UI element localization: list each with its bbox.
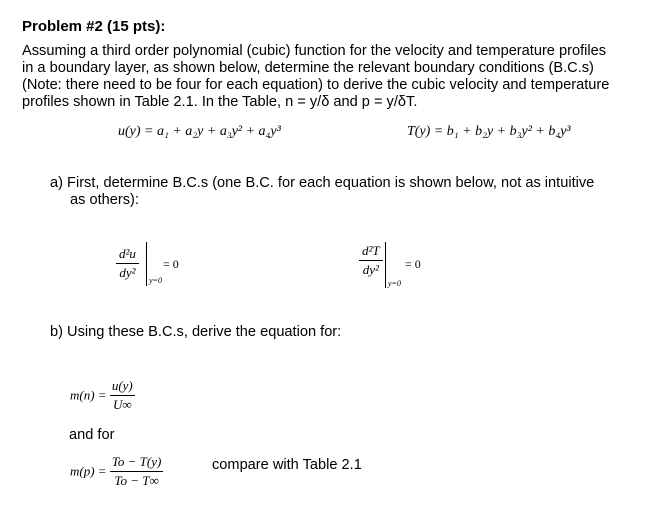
evaluation-bar <box>385 242 386 288</box>
statement-line-2: in a boundary layer, as shown below, determine the relevant boundary conditions (B.C.s) <box>22 60 594 76</box>
m-p-equation <box>70 454 163 489</box>
derivative-numerator: d²u <box>116 246 139 264</box>
temperature-second-derivative <box>359 243 383 278</box>
m-n-lhs: m(n) = <box>70 387 107 403</box>
temperature-profile-equation: T(y) = b₁ + b₂y + b₃y² + b₄y³ <box>407 124 571 139</box>
m-p-numerator: To − T(y) <box>110 454 163 472</box>
problem-statement <box>22 43 637 111</box>
part-a-line-2: as others): <box>70 192 139 208</box>
statement-line-3: (Note: there need to be four for each equation) to derive the cubic velocity and temperature <box>22 77 610 93</box>
problem-title: Problem #2 (15 pts): <box>22 18 166 35</box>
velocity-profile-equation: u(y) = a₁ + a₂y + a₃y² + a₄y³ <box>118 124 281 139</box>
part-b-question: b) Using these B.C.s, derive the equation for: <box>50 324 342 340</box>
evaluation-bar <box>146 242 147 286</box>
m-n-equation <box>70 378 135 413</box>
part-a-question <box>50 175 594 209</box>
temperature-boundary-condition <box>359 242 383 278</box>
equals-zero: = 0 <box>163 257 179 271</box>
evaluation-point: y=0 <box>388 279 401 288</box>
m-n-denominator: U∞ <box>112 397 132 412</box>
and-for-label: and for <box>69 427 115 443</box>
m-p-denominator: To − T∞ <box>114 473 159 488</box>
m-n-numerator: u(y) <box>110 378 135 396</box>
velocity-second-derivative <box>116 246 139 281</box>
derivative-numerator: d²T <box>359 243 383 261</box>
derivative-denominator: dy² <box>119 265 136 280</box>
derivative-denominator: dy² <box>362 262 379 277</box>
m-p-lhs: m(p) = <box>70 463 107 479</box>
part-a-line-1: a) First, determine B.C.s (one B.C. for each equation is shown below, not as intuitive <box>50 175 595 191</box>
m-n-fraction <box>110 378 135 413</box>
m-p-fraction <box>110 454 163 489</box>
equals-zero: = 0 <box>405 257 421 271</box>
statement-line-1: Assuming a third order polynomial (cubic) function for the velocity and temperature profiles <box>22 43 607 59</box>
velocity-boundary-condition <box>116 245 139 281</box>
evaluation-point: y=0 <box>149 276 162 285</box>
compare-note: compare with Table 2.1 <box>212 457 362 473</box>
statement-line-4: profiles shown in Table 2.1. In the Table, n = y/δ and p = y/δT. <box>22 94 418 110</box>
